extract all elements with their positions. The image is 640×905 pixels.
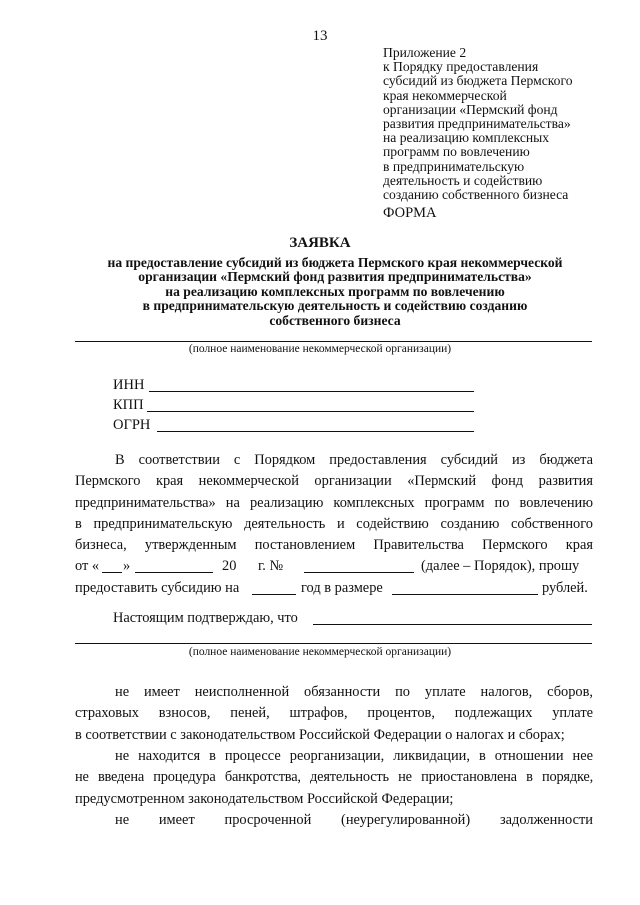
number-label: г. №	[258, 558, 284, 575]
decree-number-field[interactable]	[304, 560, 414, 573]
paragraph-line: бизнеса, утвержденным постановлением Правительства Пермского края	[75, 537, 593, 554]
annex-line: организации «Пермский фонд	[383, 101, 558, 117]
annex-line: к Порядку предоставления	[383, 59, 539, 75]
paragraph-line: не имеет неисполненной обязанности по уплате налогов, сборов,	[115, 684, 593, 700]
paragraph-line: не находится в процессе реорганизации, ликвидации, в отношении нее	[115, 748, 593, 764]
date-open: от «	[75, 558, 100, 575]
amount-field[interactable]	[392, 582, 538, 595]
subtitle-line: организации «Пермский фонд развития предпринимательства»	[138, 269, 532, 285]
org-name-caption: (полное наименование некоммерческой организации)	[188, 343, 452, 355]
annex-line: в предпринимательскую	[383, 158, 525, 174]
paragraph-line: предусмотренном законодательством Российской Федерации;	[75, 790, 454, 807]
tax-paragraph	[75, 682, 593, 746]
document-title: ЗАЯВКА	[289, 235, 351, 251]
date-close: »	[123, 558, 131, 575]
org-name-caption-2: (полное наименование некоммерческой организации)	[188, 646, 452, 658]
paragraph-line: предпринимательства» на реализацию комплексных программ по вовлечению	[75, 494, 593, 511]
document-subtitle	[75, 256, 595, 328]
inn-label: ИНН	[113, 377, 145, 393]
paragraph-line: В соответствии с Порядком предоставления субсидий из бюджета	[115, 452, 593, 468]
annex-line: программ по вовлечению	[383, 144, 530, 160]
amount-text: год в размере	[301, 579, 383, 596]
confirm-text: Настоящим подтверждаю, что	[113, 610, 298, 626]
annex-block	[383, 46, 623, 202]
inn-field[interactable]	[149, 391, 474, 392]
subtitle-line: на реализацию комплексных программ по вовлечению	[165, 283, 505, 299]
subtitle-line: собственного бизнеса	[269, 312, 401, 328]
org-name-line-2[interactable]	[75, 643, 592, 644]
debt-paragraph	[75, 810, 593, 831]
paragraph-line: в предпринимательскую деятельность и содействию созданию собственного	[75, 515, 593, 532]
ogrn-label: ОГРН	[113, 417, 151, 433]
org-name-line[interactable]	[75, 341, 592, 342]
paragraph-line: в соответствии с законодательством Российской Федерации о налогах и сборах;	[75, 726, 565, 743]
annex-line: созданию собственного бизнеса	[383, 187, 569, 203]
day-field[interactable]	[102, 560, 122, 573]
kpp-label: КПП	[113, 397, 144, 413]
subtitle-line: на предоставление субсидий из бюджета Пермского края некоммерческой	[107, 255, 563, 270]
subsidy-amount-line	[75, 578, 593, 599]
page-number: 13	[312, 28, 328, 44]
request-paragraph	[75, 450, 593, 599]
confirm-org-field[interactable]	[313, 624, 592, 625]
year-field[interactable]	[252, 582, 296, 595]
annex-line: развития предпринимательства»	[383, 116, 571, 132]
month-field[interactable]	[135, 560, 213, 573]
date-number-line	[75, 556, 593, 577]
annex-line: субсидий из бюджета Пермского	[383, 73, 573, 89]
reorganization-paragraph	[75, 746, 593, 810]
annex-line: деятельность и содействию	[383, 172, 543, 188]
paragraph-line: страховых взносов, пеней, штрафов, процентов, подлежащих уплате	[75, 705, 593, 722]
paragraph-line: не имеет просроченной (неурегулированной) задолженности	[115, 812, 593, 828]
paragraph-line: не введена процедура банкротства, деятельность не приостановлена в порядке,	[75, 769, 593, 786]
year-prefix: 20	[222, 558, 237, 575]
kpp-field[interactable]	[147, 411, 474, 412]
subsidy-text: предоставить субсидию на	[75, 579, 240, 596]
subtitle-line: в предпринимательскую деятельность и содействию созданию	[142, 298, 528, 314]
form-label: ФОРМА	[383, 205, 437, 221]
currency-text: рублей.	[542, 579, 588, 596]
annex-line: края некоммерческой	[383, 87, 507, 103]
order-reference: (далее – Порядок), прошу	[421, 558, 580, 575]
annex-line: на реализацию комплексных	[383, 130, 550, 146]
ogrn-field[interactable]	[157, 431, 474, 432]
annex-line: Приложение 2	[383, 45, 467, 60]
paragraph-line: Пермского края некоммерческой организации «Пермский фонд развития	[75, 473, 593, 490]
